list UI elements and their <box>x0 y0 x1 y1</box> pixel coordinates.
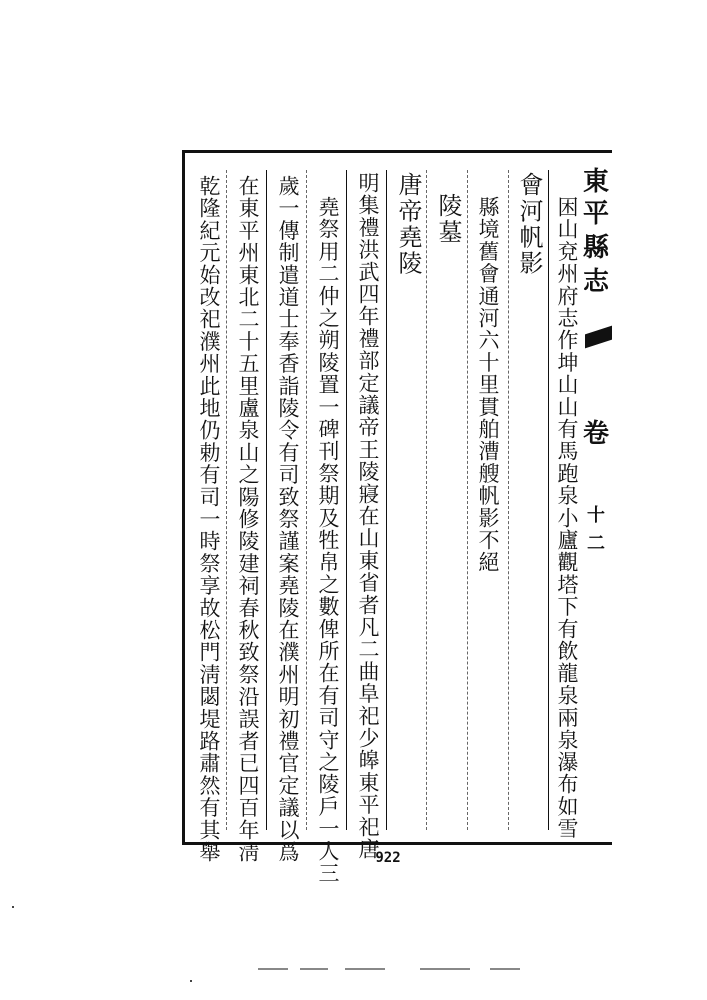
column-divider <box>266 170 267 830</box>
scan-mark <box>420 968 470 970</box>
scan-mark <box>300 968 328 970</box>
header-char: 十 <box>587 505 605 526</box>
column-divider <box>508 170 509 830</box>
scan-mark <box>12 906 14 908</box>
header-char: 縣 <box>582 233 609 263</box>
text-column: 縣境舊會通河六十里貫舶漕艘帆影不絕 <box>476 196 500 574</box>
column-divider <box>306 170 307 830</box>
scan-mark <box>258 968 288 970</box>
header-char: 卷 <box>582 419 609 449</box>
scan-mark <box>490 968 520 970</box>
column-divider <box>467 170 468 830</box>
text-column: 乾隆紀元始改祀濮州此地仍勅有司一時祭享故松門淸閟堤路肅然有其舉 <box>197 175 221 864</box>
text-column: 困山兗州府志作坤山山有馬跑泉小廬觀塔下有飲龍泉兩泉瀑布如雪 <box>555 196 579 840</box>
text-column: 歲一傳制遣道士奉香詣陵令有司致祭謹案堯陵在濮州明初禮官定議以爲 <box>276 175 300 864</box>
running-header <box>582 150 612 554</box>
text-column: 堯祭用二仲之朔陵置一碑刊祭期及牲帛之數俾所在有司守之陵戶一人三 <box>316 196 340 885</box>
page-number: 922 <box>375 850 401 866</box>
column-divider <box>346 170 347 830</box>
column-divider <box>386 170 387 830</box>
text-column: 明集禮洪武四年禮部定議帝王陵寢在山東省者凡二曲阜祀少皞東平祀唐 <box>356 172 380 861</box>
column-divider <box>426 170 427 830</box>
scan-mark <box>345 968 385 970</box>
text-column: 會河帆影 <box>515 172 543 277</box>
header-char: 志 <box>582 267 609 297</box>
header-char: 東 <box>582 167 609 197</box>
header-char: 平 <box>582 199 609 229</box>
header-char: 二 <box>587 533 605 554</box>
column-divider <box>548 170 549 830</box>
column-divider <box>226 170 227 830</box>
section-heading: 陵墓 <box>434 193 462 246</box>
scan-mark <box>190 980 192 982</box>
text-column: 在東平州東北二十五里盧泉山之陽修陵建祠春秋致祭沿誤者已四百年淸 <box>236 175 260 864</box>
text-column: 唐帝堯陵 <box>394 172 422 277</box>
